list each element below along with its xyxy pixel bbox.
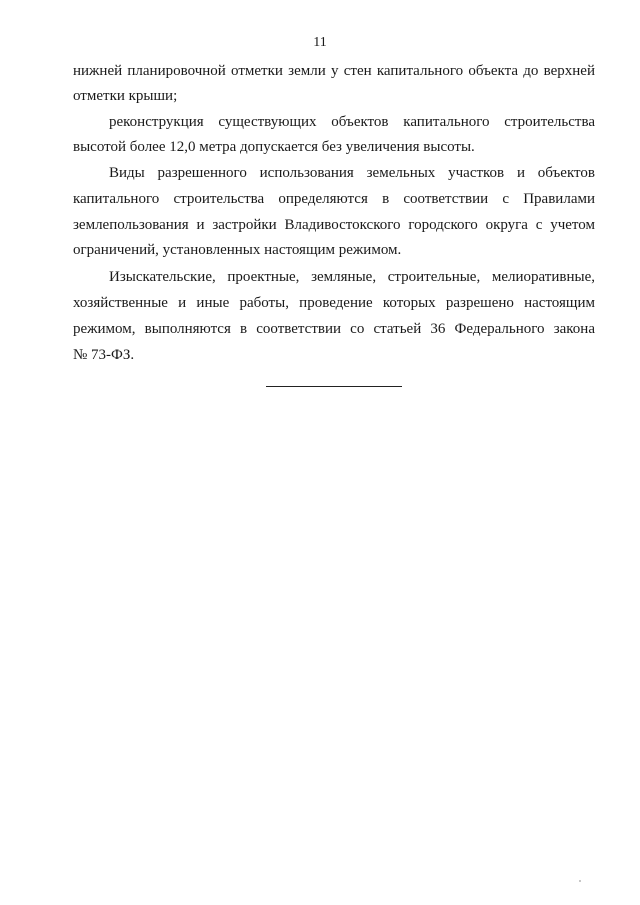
paragraph-4-line-4: № 73-ФЗ. xyxy=(73,347,135,363)
page-number: 11 xyxy=(313,35,327,50)
paragraph-4-line-1: Изыскательские, проектные, земляные, строительные, мелиоративные, xyxy=(109,269,595,285)
paragraph-1-line-2: отметки крыши; xyxy=(73,88,178,104)
paragraph-3-line-3: землепользования и застройки Владивостокского городского округа с учетом xyxy=(73,217,595,233)
paragraph-4-line-3: режимом, выполняются в соответствии со статьей 36 Федерального закона xyxy=(73,321,595,337)
paragraph-1-line-1: нижней планировочной отметки земли у стен капитального объекта до верхней xyxy=(73,63,595,79)
paragraph-2-line-1: реконструкция существующих объектов капитального строительства xyxy=(109,114,595,130)
end-of-text-rule xyxy=(266,386,402,387)
paragraph-2-line-2: высотой более 12,0 метра допускается без увеличения высоты. xyxy=(73,139,475,155)
paragraph-3-line-4: ограничений, установленных настоящим режимом. xyxy=(73,242,402,258)
paragraph-3-line-1: Виды разрешенного использования земельных участков и объектов xyxy=(109,165,595,181)
paragraph-4-line-2: хозяйственные и иные работы, проведение которых разрешено настоящим xyxy=(73,295,595,311)
scan-speck xyxy=(579,880,581,882)
paragraph-3-line-2: капитального строительства определяются в соответствии с Правилами xyxy=(73,191,595,207)
